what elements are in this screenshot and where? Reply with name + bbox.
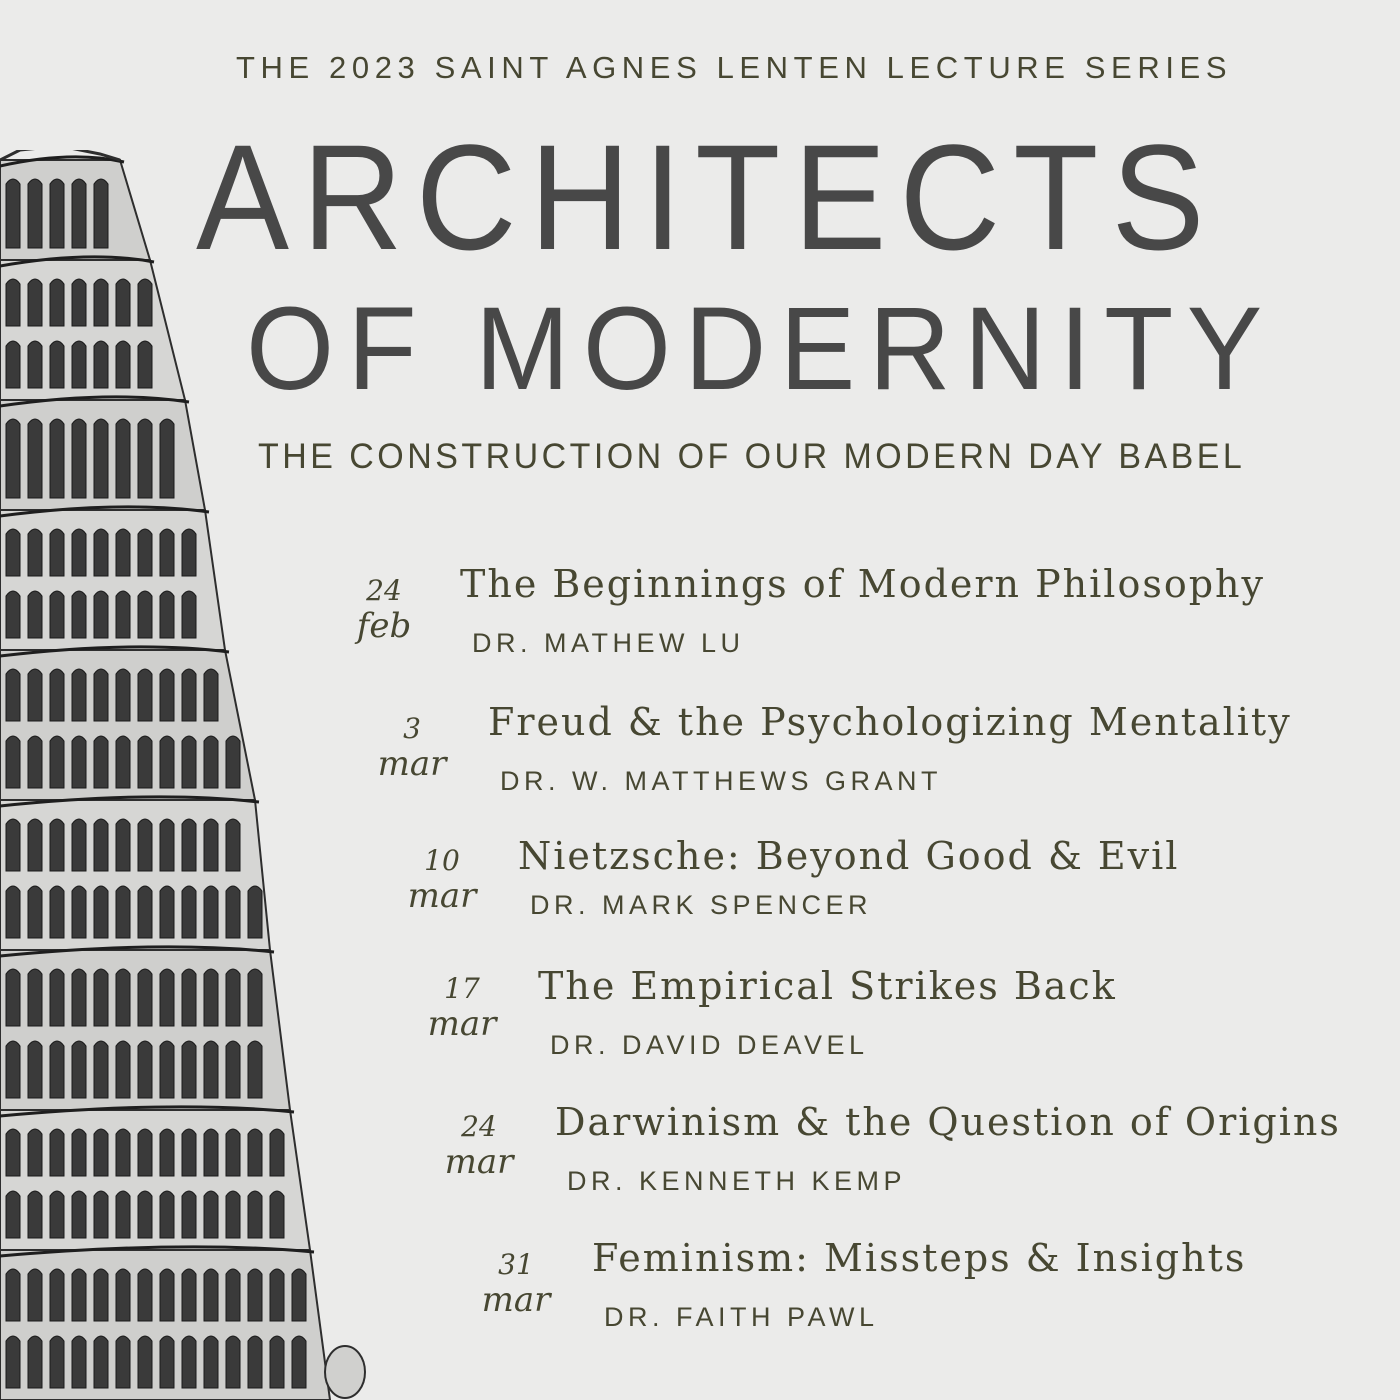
tower-arch (204, 819, 218, 871)
tower-arch (6, 1129, 20, 1176)
tower-arch (248, 1129, 262, 1176)
lecture-speaker: DR. MARK SPENCER (530, 890, 873, 920)
tower-arch (28, 1191, 42, 1238)
tower-arch (138, 969, 152, 1026)
tower-arch (50, 341, 64, 388)
tower-arch (138, 886, 152, 938)
tower-arch (6, 179, 20, 248)
tower-arch (226, 819, 240, 871)
tower-arch (50, 1041, 64, 1098)
tower-arch (6, 419, 20, 498)
lecture-date (344, 576, 424, 646)
tower-arch (50, 1129, 64, 1176)
lecture-title: Nietzsche: Beyond Good & Evil (518, 834, 1180, 878)
tower-arch (248, 1191, 262, 1238)
tower-arch (138, 529, 152, 576)
tower-arch (160, 1336, 174, 1388)
tower-arch (292, 1336, 306, 1388)
tower-arch (182, 1336, 196, 1388)
tower-arch (226, 886, 240, 938)
tower-arch (226, 969, 240, 1026)
tower-arch (94, 279, 108, 326)
tower-arch (182, 1129, 196, 1176)
tower-arch (28, 1041, 42, 1098)
tower-arch (138, 736, 152, 788)
tower-arch (160, 419, 174, 498)
tower-arch (116, 669, 130, 721)
tower-arch (50, 419, 64, 498)
lecture-month: feb (356, 606, 412, 646)
tower-arch (50, 1191, 64, 1238)
tower-arch (28, 179, 42, 248)
tower-arch (270, 1269, 284, 1321)
tower-arch (182, 1041, 196, 1098)
tower-arch (50, 1269, 64, 1321)
tower-arch (72, 529, 86, 576)
tower-arch (226, 1129, 240, 1176)
tower-arch (226, 1336, 240, 1388)
tower-arch (138, 1191, 152, 1238)
tower-arch (72, 341, 86, 388)
tower-arch (204, 736, 218, 788)
tower-dome (325, 1346, 365, 1398)
tower-arch (72, 819, 86, 871)
tower-arch (28, 969, 42, 1026)
tower-arch (182, 529, 196, 576)
tower-arch (182, 819, 196, 871)
tower-arch (94, 1041, 108, 1098)
tower-arch (204, 1336, 218, 1388)
tower-arch (50, 736, 64, 788)
main-title-line1: ARCHITECTS (196, 113, 1218, 281)
lecture-date (402, 846, 482, 916)
tower-tier (0, 1110, 310, 1250)
tower-arch (204, 886, 218, 938)
tower-arch (72, 969, 86, 1026)
lecture-speaker: DR. W. MATTHEWS GRANT (500, 766, 942, 796)
tower-arch (204, 669, 218, 721)
tower-arch (6, 279, 20, 326)
tower-arch (28, 529, 42, 576)
tower-arch (116, 736, 130, 788)
tower-arch (72, 1041, 86, 1098)
lecture-speaker: DR. DAVID DEAVEL (550, 1030, 869, 1060)
tower-arch (292, 1269, 306, 1321)
lecture-date (476, 1250, 556, 1320)
tower-arch (248, 1336, 262, 1388)
tower-arch (94, 1336, 108, 1388)
tower-arch (28, 1269, 42, 1321)
tower-arch (204, 1129, 218, 1176)
tower-arch (160, 529, 174, 576)
tower-arch (138, 1269, 152, 1321)
tower-arch (160, 591, 174, 638)
tower-arch (50, 179, 64, 248)
tower-arch (226, 736, 240, 788)
tower-arch (50, 669, 64, 721)
lecture-title: Feminism: Missteps & Insights (592, 1236, 1247, 1280)
tower-arch (94, 1191, 108, 1238)
tower-arch (50, 529, 64, 576)
tower-arch (94, 179, 108, 248)
lecture-title: Darwinism & the Question of Origins (555, 1100, 1341, 1144)
tower-arch (50, 279, 64, 326)
tower-arch (248, 1041, 262, 1098)
tower-arch (72, 591, 86, 638)
tower-arch (116, 1041, 130, 1098)
tower-arch (138, 669, 152, 721)
lecture-month: mar (481, 1280, 551, 1320)
tower-arch (270, 1336, 284, 1388)
tower-arch (6, 1269, 20, 1321)
tower-arch (72, 1129, 86, 1176)
tower-arch (28, 669, 42, 721)
tower-arch (6, 886, 20, 938)
tower-arch (182, 886, 196, 938)
tower-arch (116, 1269, 130, 1321)
lecture-day: 17 (444, 972, 480, 1005)
tower-arch (6, 1041, 20, 1098)
lecture-date (372, 714, 452, 784)
tower-arch (138, 279, 152, 326)
tower-arch (94, 669, 108, 721)
tower-arch (248, 1269, 262, 1321)
tower-arch (72, 179, 86, 248)
tower-arch (116, 341, 130, 388)
tower-arch (182, 736, 196, 788)
tower-arch (94, 969, 108, 1026)
lecture-title: The Beginnings of Modern Philosophy (460, 562, 1265, 606)
tower-arch (28, 736, 42, 788)
tower-arch (28, 1336, 42, 1388)
subtitle: THE CONSTRUCTION OF OUR MODERN DAY BABEL (258, 437, 1246, 476)
lecture-title: Freud & the Psychologizing Mentality (488, 700, 1292, 744)
tower-arch (6, 736, 20, 788)
tower-arch (138, 419, 152, 498)
tower-arch (182, 1269, 196, 1321)
lecture-month: mar (377, 744, 447, 784)
tower-arch (28, 419, 42, 498)
lecture-day: 31 (498, 1248, 534, 1281)
tower-arch (160, 1041, 174, 1098)
tower-arch (6, 1191, 20, 1238)
lecture-speaker: DR. KENNETH KEMP (567, 1166, 907, 1196)
tower-arch (6, 669, 20, 721)
tower-arch (6, 819, 20, 871)
lecture-month: mar (427, 1004, 497, 1044)
tower-arch (138, 591, 152, 638)
tower-arch (116, 529, 130, 576)
tower-arch (116, 279, 130, 326)
tower-arch (72, 279, 86, 326)
tower-arch (72, 1269, 86, 1321)
tower-arch (94, 341, 108, 388)
tower-arch (94, 736, 108, 788)
tower-arch (116, 591, 130, 638)
lecture-day: 24 (461, 1110, 497, 1143)
tower-arch (6, 341, 20, 388)
tower-arch (28, 341, 42, 388)
tower-arch (72, 886, 86, 938)
lecture-month: mar (407, 876, 477, 916)
tower-arch (138, 1129, 152, 1176)
tower-arch (116, 419, 130, 498)
tower-arch (182, 591, 196, 638)
tower-arch (28, 591, 42, 638)
tower-arch (116, 1336, 130, 1388)
tower-arch (72, 669, 86, 721)
tower-arch (50, 819, 64, 871)
lecture-speaker: DR. MATHEW LU (472, 628, 745, 658)
tower-arch (72, 1336, 86, 1388)
tower-arch (204, 1191, 218, 1238)
tower-arch (160, 969, 174, 1026)
tower-arch (94, 819, 108, 871)
tower-arch (160, 1269, 174, 1321)
lecture-date (422, 974, 502, 1044)
tower-arch (50, 969, 64, 1026)
lecture-title: The Empirical Strikes Back (538, 964, 1117, 1008)
tower-arch (138, 341, 152, 388)
tower-arch (116, 886, 130, 938)
tower-arch (182, 969, 196, 1026)
tower-arch (6, 529, 20, 576)
tower-arch (50, 886, 64, 938)
lecture-month: mar (444, 1142, 514, 1182)
tower-arch (28, 279, 42, 326)
tower-arch (160, 736, 174, 788)
tower-arch (94, 591, 108, 638)
tower-arch (226, 1191, 240, 1238)
tower-arch (6, 1336, 20, 1388)
tower-arch (204, 1269, 218, 1321)
tower-arch (94, 886, 108, 938)
lecture-date (439, 1112, 519, 1182)
tower-arch (72, 736, 86, 788)
tower-arch (226, 1269, 240, 1321)
tower-arch (6, 591, 20, 638)
lecture-day: 3 (403, 712, 421, 745)
tower-arch (50, 591, 64, 638)
tower-arch (160, 669, 174, 721)
tower-arch (94, 1269, 108, 1321)
series-title: THE 2023 SAINT AGNES LENTEN LECTURE SERIES (236, 50, 1233, 85)
tower-arch (248, 969, 262, 1026)
tower-arch (138, 819, 152, 871)
tower-arch (138, 1041, 152, 1098)
lecture-day: 10 (424, 844, 460, 877)
lecture-speaker: DR. FAITH PAWL (604, 1302, 879, 1332)
tower-arch (94, 419, 108, 498)
tower-arch (50, 1336, 64, 1388)
tower-arch (72, 1191, 86, 1238)
tower-arch (94, 529, 108, 576)
tower-arch (160, 886, 174, 938)
tower-arch (116, 819, 130, 871)
lecture-day: 24 (366, 574, 402, 607)
tower-arch (160, 1191, 174, 1238)
tower-arch (182, 1191, 196, 1238)
tower-arch (226, 1041, 240, 1098)
tower-arch (116, 1191, 130, 1238)
tower-arch (182, 669, 196, 721)
tower-arch (160, 1129, 174, 1176)
main-title-line2: OF MODERNITY (246, 283, 1276, 415)
tower-arch (6, 969, 20, 1026)
tower-arch (72, 419, 86, 498)
tower-arch (270, 1191, 284, 1238)
tower-arch (116, 969, 130, 1026)
tower-arch (248, 886, 262, 938)
tower-arch (28, 1129, 42, 1176)
tower-arch (138, 1336, 152, 1388)
tower-arch (160, 819, 174, 871)
tower-arch (204, 1041, 218, 1098)
tower-arch (28, 886, 42, 938)
tower-arch (204, 969, 218, 1026)
tower-arch (28, 819, 42, 871)
tower-arch (270, 1129, 284, 1176)
tower-arch (116, 1129, 130, 1176)
tower-arch (94, 1129, 108, 1176)
